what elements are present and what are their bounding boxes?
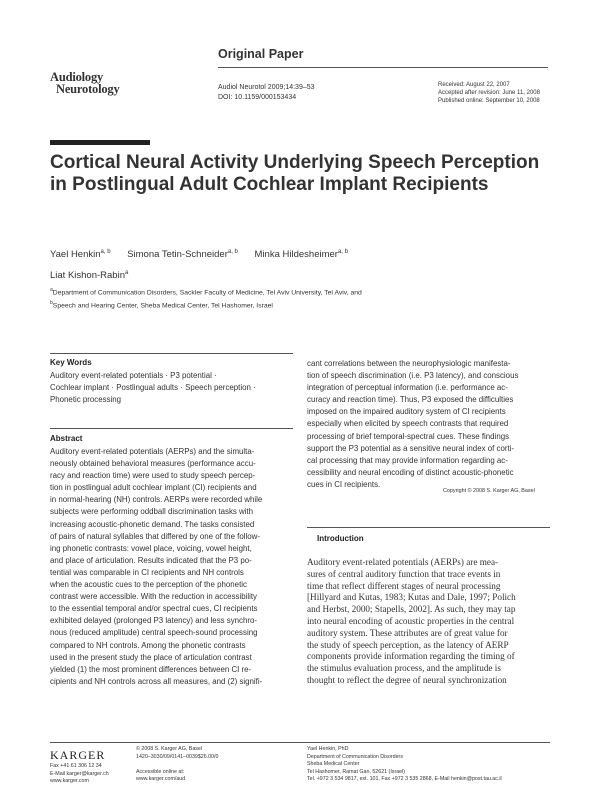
author-affil-sup: a, b <box>227 249 238 255</box>
footer-line: www.karger.com <box>50 778 89 785</box>
abstract-line: tion of speech discrimination (i.e. P3 latency), and conscious <box>307 371 519 381</box>
abstract-copyright: Copyright © 2008 S. Karger AG, Basel <box>443 488 535 494</box>
publisher-logo: KARGER <box>50 748 106 762</box>
citation-journal: Audiol Neurotol 2009;14:39–53 <box>218 84 315 91</box>
abstract-line: processing of brief temporal-spectral cues. These findings <box>307 431 510 441</box>
journal-logo <box>50 71 120 95</box>
author-affil-sup: a <box>125 270 129 277</box>
author-name: Yael Henkin <box>50 249 101 261</box>
abstract-line: cues in CI recipients. <box>307 479 381 489</box>
abstract-line: cal processing that may provide information regarding ac- <box>307 455 508 465</box>
introduction-line: sures of central auditory function that trace events in <box>307 568 501 579</box>
footer-line: E-Mail karger@karger.ch <box>50 770 109 777</box>
keywords-rule <box>50 353 293 354</box>
abstract-body <box>50 446 295 688</box>
footer-line: Sheba Medical Center <box>307 761 360 768</box>
introduction-body <box>307 557 550 687</box>
footer-line: Tel Hashomer, Ramat Gan, 52621 (Israel) <box>307 768 406 775</box>
footer-line: 1420–3030/09/0141–0039$26.00/0 <box>136 753 219 760</box>
abstract-line: exhibited delayed (prolonged P3 latency) and less synchro- <box>50 616 258 626</box>
keywords-line: Phonetic processing <box>50 395 122 405</box>
article-type-label: Original Paper <box>218 47 304 61</box>
author <box>255 249 348 260</box>
article-title: Cortical Neural Activity Underlying Speech Perception in Postlingual Adult Cochlear Implant Recipients <box>50 152 540 195</box>
affiliation-sup: a <box>50 287 53 293</box>
abstract-line: support the P3 potential as a sensitive neural index of corti- <box>307 443 515 453</box>
footer-rule <box>50 742 550 743</box>
affiliation-sup: b <box>50 300 53 307</box>
footer-line: www.karger.com/aud <box>136 776 186 783</box>
author-name: Simona Tetin-Schneider <box>127 249 228 261</box>
abstract-line: compared to NH controls. Among the phonetic contrasts <box>50 640 246 650</box>
abstract-line: racy and reaction time) were used to study speech percep- <box>50 471 256 481</box>
abstract-line: when the acoustic cues to the perception of the phonetic <box>50 580 247 590</box>
abstract-line: especially when elicited by speech contrasts that required <box>307 419 509 429</box>
footer-line: Fax +41 61 306 12 34 <box>50 763 102 769</box>
keywords-list <box>50 370 295 406</box>
introduction-line: Auditory event-related potentials (AERPs) are mea- <box>307 557 499 567</box>
affiliation-text: Speech and Hearing Center, Sheba Medical Center, Tel Hashomer, Israel <box>52 302 273 310</box>
accepted-date: Accepted after revision: June 11, 2008 <box>438 90 540 96</box>
abstract-line: of pairs of natural syllables that differed by one of the follow- <box>50 531 260 541</box>
author-affil-sup: a, b <box>337 249 348 255</box>
footer-line: Department of Communication Disorders <box>307 753 403 760</box>
abstract-heading: Abstract <box>50 434 83 443</box>
journal-name-line1: Audiology <box>50 70 104 84</box>
published-date: Published online: September 10, 2008 <box>438 98 540 104</box>
abstract-continuation <box>307 358 550 491</box>
publisher-contact <box>50 763 130 786</box>
author <box>50 249 111 260</box>
introduction-line: the study of speech perception, as the latency of AERP <box>307 639 509 650</box>
abstract-line: nous (reduced amplitude) central speech-sound processing <box>50 628 258 638</box>
introduction-line: and Herbst, 2000; Stapells, 2002]. As such, they may tap <box>307 604 516 615</box>
abstract-line: cessibility and neural encoding of distinct acoustic-phonetic <box>307 467 514 477</box>
abstract-line: Auditory event-related potentials (AERPs) and the simulta- <box>50 447 255 456</box>
affiliations <box>50 285 550 312</box>
abstract-line: in normal-hearing (NH) controls. AERPs were recorded while <box>50 495 263 505</box>
header-rule <box>218 67 548 68</box>
author-affil-sup: a, b <box>100 249 111 255</box>
introduction-line: thought to reflect the degree of neural synchronization <box>307 674 507 685</box>
abstract-line: increasing acoustic-phonetic demand. The tasks consisted <box>50 519 255 529</box>
abstract-line: subjects were performing oddball discrimination tasks with <box>50 507 254 517</box>
abstract-line: tential was comparable in CI recipients and NH controls <box>50 567 244 577</box>
author-name: Liat Kishon-Rabin <box>50 270 125 282</box>
affiliation-line <box>50 298 550 311</box>
introduction-line: time that reflect different stages of neural processing <box>307 580 501 591</box>
citation-doi: DOI: 10.1159/000153434 <box>218 94 297 101</box>
abstract-line: integration of perceptual information (i.e. performance ac- <box>307 383 508 393</box>
introduction-line: components provide information regarding the timing of <box>307 651 515 662</box>
publication-info <box>136 746 296 784</box>
received-date: Received: August 22, 2007 <box>438 82 510 88</box>
introduction-line: into neural encoding of acoustic properties in the central <box>307 615 515 626</box>
abstract-line: cipients and NH controls across all measures, and (2) signifi- <box>50 676 263 686</box>
abstract-line: curacy and reaction time). Thus, P3 exposed the difficulties <box>307 395 514 405</box>
title-accent-bar <box>50 140 150 145</box>
author-list <box>50 243 550 285</box>
abstract-line: ing phonetic contrasts: vowel place, voicing, vowel height, <box>50 543 252 553</box>
footer-line: Accessible online at: <box>136 768 185 775</box>
introduction-line: the stimulus evaluation process, and the amplitude is <box>307 663 501 674</box>
correspondence <box>307 746 550 784</box>
abstract-line: used in the present study the place of articulation contrast <box>50 652 252 662</box>
footer-line: © 2008 S. Karger AG, Basel <box>136 746 203 752</box>
abstract-line: and place of articulation. Results indicated that the P3 po- <box>50 555 252 565</box>
journal-name-line2: Neurotology <box>56 82 120 96</box>
affiliation-text: Department of Communication Disorders, Sackler Faculty of Medicine, Tel Aviv University, Tel Aviv, and <box>52 289 362 297</box>
author <box>127 249 238 260</box>
abstract-line: imposed on the impaired auditory system of CI recipients <box>307 407 506 417</box>
citation-block <box>218 83 315 103</box>
introduction-rule <box>307 527 550 528</box>
author <box>50 270 128 281</box>
footer-line <box>136 761 296 769</box>
introduction-line: auditory system. These attributes are of great value for <box>307 627 508 638</box>
author-name: Minka Hildesheimer <box>254 249 338 261</box>
keywords-line: Cochlear implant · Postlingual adults · Speech perception · <box>50 383 256 393</box>
footer-line: Yael Henkin, PhD <box>307 746 349 752</box>
abstract-line: to the essential temporal and/or spectral cues, CI recipients <box>50 604 258 614</box>
keywords-line: Auditory event-related potentials · P3 potential · <box>50 371 217 380</box>
footer-line: Tel. +972 3 534 9817, ext. 101, Fax +972 3 535 2868, E-Mail henkin@post.tau.ac.il <box>307 776 502 783</box>
introduction-heading: Introduction <box>317 534 364 543</box>
introduction-line: [Hillyard and Kutas, 1983; Kutas and Dale, 1997; Polich <box>307 592 516 603</box>
abstract-line: contrast were accessible. With the reduction in accessibility <box>50 592 257 602</box>
abstract-line: yielded (1) the most prominent differences between CI re- <box>50 664 252 674</box>
abstract-rule <box>50 428 293 429</box>
abstract-line: tion in postlingual adult cochlear implant (CI) recipients and <box>50 483 257 493</box>
abstract-line: cant correlations between the neurophysiologic manifesta- <box>307 359 511 368</box>
affiliation-line <box>50 285 550 298</box>
keywords-heading: Key Words <box>50 358 92 367</box>
abstract-line: neously obtained behavioral measures (performance accu- <box>50 459 256 469</box>
dates-block <box>438 81 540 105</box>
